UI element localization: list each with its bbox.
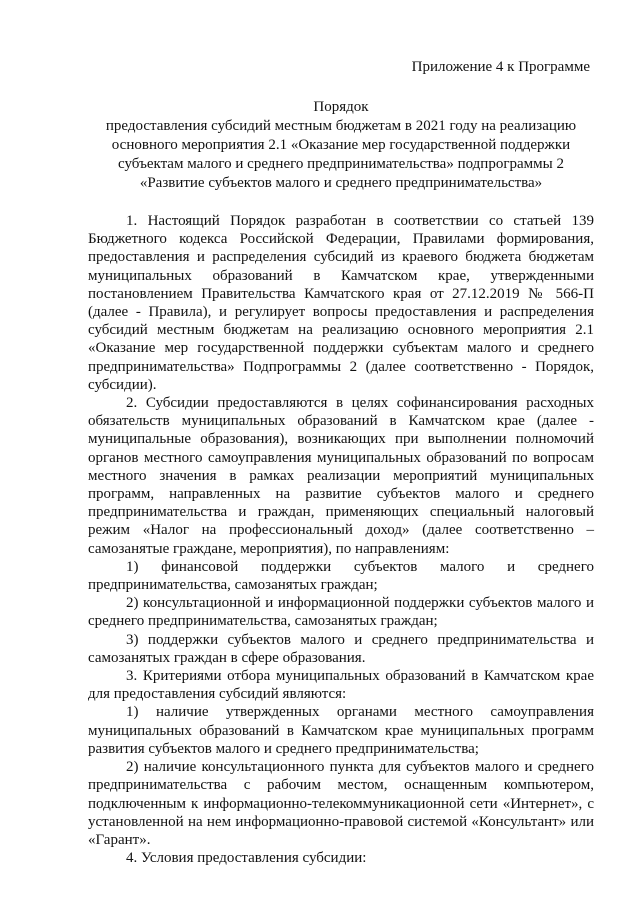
paragraph-4: 4. Условия предоставления субсидии: bbox=[126, 850, 367, 867]
paragraph-3: 3. Критериями отбора муниципальных образований в Камчатском крае для предоставления субсидий являются: bbox=[88, 668, 594, 703]
paragraph-2-item-1: 1) финансовой поддержки субъектов малого и среднего предпринимательства, самозанятых граждан; bbox=[88, 558, 594, 594]
paragraph-2: 2. Субсидии предоставляются в целях софинансирования расходных обязательств муниципальных образований в Камчатском крае (далее - муниципальные образования), возникающих при выполнении полномочий органов местного самоуправления муниципальных образований по вопросам местного значения в рамках реализации мероприятий муниципальных программ, направленных на развитие субъектов малого и среднего предпринимательства и граждан, применяющих специальный налоговый режим «Налог на профессиональный доход» (далее соответственно – самозанятые граждане, мероприятия), по направлениям: bbox=[88, 395, 594, 557]
title-line-4: субъектам малого и среднего предпринимательства» подпрограммы 2 bbox=[118, 156, 564, 172]
paragraph-2-item-2: 2) консультационной и информационной поддержки субъектов малого и среднего предпринимательства, самозанятых граждан; bbox=[88, 595, 594, 630]
appendix-label: Приложение 4 к Программе bbox=[411, 59, 590, 75]
title-line-3: основного мероприятия 2.1 «Оказание мер государственной поддержки bbox=[111, 137, 571, 153]
title-line-2: предоставления субсидий местным бюджетам в 2021 году на реализацию bbox=[105, 118, 577, 134]
title-line-1: Порядок bbox=[313, 99, 369, 115]
paragraph-3-item-1: 1) наличие утвержденных органами местного самоуправления муниципальных образований в Камчатском крае муниципальных программ развития субъектов малого и среднего предпринимательства; bbox=[88, 704, 594, 757]
paragraph-2-item-3: 3) поддержки субъектов малого и среднего предпринимательства и самозанятых граждан в сфере образования. bbox=[88, 631, 594, 666]
document-body bbox=[88, 212, 594, 867]
paragraph-3-item-2: 2) наличие консультационного пункта для субъектов малого и среднего предпринимательства с рабочим местом, оснащенным компьютером, подключенным к информационно-телекоммуникационной сети «Интернет», с установленной на нем информационно-правовой системой «Консультант» или «Гарант». bbox=[88, 759, 594, 848]
document-title bbox=[88, 98, 594, 193]
title-line-5: «Развитие субъектов малого и среднего предпринимательства» bbox=[139, 175, 543, 191]
paragraph-1: 1. Настоящий Порядок разработан в соответствии со статьей 139 Бюджетного кодекса Российской Федерации, Правилами формирования, предоставления и распределения субсидий из краевого бюджета бюджетам муниципальных образований в Камчатском крае, утвержденными постановлением Правительства Камчатского края от 27.12.2019 № 566-П (далее - Правила), и регулирует вопросы предоставления и распределения субсидий местным бюджетам на реализацию основного мероприятия 2.1 «Оказание мер государственной поддержки субъектам малого и среднего предпринимательства» Подпрограммы 2 (далее соответственно - Порядок, субсидии). bbox=[88, 213, 594, 393]
